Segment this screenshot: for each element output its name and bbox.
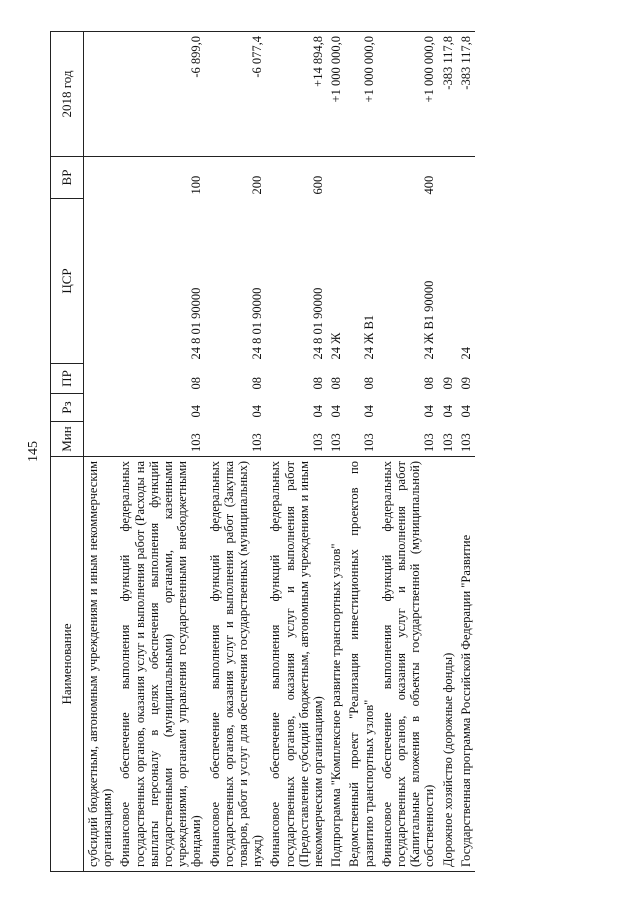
row-rz: 04 [189, 405, 204, 418]
row-min: 103 [329, 433, 344, 452]
table-row [439, 32, 457, 872]
row-csr [439, 199, 457, 364]
row-pr: 08 [422, 377, 437, 390]
row-rz: 04 [329, 405, 344, 418]
row-vr: 400 [422, 175, 437, 195]
row-pr: 09 [458, 377, 473, 390]
row-rz: 04 [422, 405, 437, 418]
row-name: Государственная программа Российской Федерации "Развитие [457, 457, 475, 872]
row-name: Финансовое обеспечение выполнения функций федеральных государственных органов, оказания услуг и выполнения работ (Закупка товаров, работ и услуг для обеспечения государственных (муниципальных) нужд) [206, 457, 267, 872]
table-row [84, 32, 117, 872]
row-value [84, 32, 117, 157]
header-csr: ЦСР [51, 199, 84, 364]
row-name: субсидий бюджетным, автономным учреждениям и иным некоммерческим организациям) [84, 457, 117, 872]
row-vr: 100 [189, 175, 204, 195]
row-min: 103 [458, 433, 473, 452]
row-value: -383 117,8 [457, 32, 475, 157]
row-name: Ведомственный проект "Реализация инвестиционных проектов по развитию транспортных узлов" [345, 457, 377, 872]
row-vr: 600 [311, 175, 326, 195]
row-pr: 09 [440, 377, 455, 390]
row-vr: 200 [250, 175, 265, 195]
row-pr: 08 [189, 377, 204, 390]
row-value: +1 000 000,0 [345, 32, 377, 157]
rotated-table-sheet [50, 32, 590, 872]
row-min: 103 [189, 433, 204, 452]
row-min: 103 [361, 433, 376, 452]
row-value: -383 117,8 [439, 32, 457, 157]
header-rz: Рз [51, 394, 84, 422]
row-vr [439, 157, 457, 199]
row-name: Дорожное хозяйство (дорожные фонды) [439, 457, 457, 872]
row-pr [84, 364, 117, 394]
header-min: Мин [51, 422, 84, 457]
row-min: 103 [311, 433, 326, 452]
table-row [345, 32, 377, 872]
row-rz: 04 [311, 405, 326, 418]
table-row [327, 32, 345, 872]
header-vr: ВР [51, 157, 84, 199]
row-min [84, 422, 117, 457]
row-csr: 24 Ж [329, 332, 344, 360]
row-pr: 08 [361, 377, 376, 390]
row-value: +14 894,8 [266, 32, 327, 157]
header-year: 2018 год [51, 32, 84, 157]
row-vr [327, 157, 345, 199]
row-min: 103 [422, 433, 437, 452]
row-rz: 04 [458, 405, 473, 418]
row-pr: 08 [329, 377, 344, 390]
row-rz: 04 [361, 405, 376, 418]
row-rz [84, 394, 117, 422]
table-row [206, 32, 267, 872]
row-csr: 24 8 01 90000 [250, 287, 265, 360]
budget-table [50, 31, 475, 872]
row-value: +1 000 000,0 [378, 32, 439, 157]
header-name: Наименование [51, 457, 84, 872]
table-row [457, 32, 475, 872]
row-min: 103 [250, 433, 265, 452]
row-pr: 08 [311, 377, 326, 390]
row-value: -6 899,0 [116, 32, 205, 157]
row-name: Финансовое обеспечение выполнения функций федеральных государственных органов, оказания услуг и выполнения работ (Расходы на выплаты персоналу в целях обеспечения выполнения функций государственными (муниципальными) органами, казенными учреждениями, органами управления государственными внебюджетными фондами) [116, 457, 205, 872]
table-header-row [51, 32, 84, 872]
row-min: 103 [440, 433, 455, 452]
row-rz: 04 [250, 405, 265, 418]
row-csr: 24 Ж В1 [361, 314, 376, 360]
row-value: -6 077,4 [206, 32, 267, 157]
table-row [266, 32, 327, 872]
row-vr [345, 157, 377, 199]
page-number: 145 [26, 441, 41, 462]
row-vr [457, 157, 475, 199]
row-csr [84, 199, 117, 364]
header-pr: ПР [51, 364, 84, 394]
row-pr: 08 [250, 377, 265, 390]
row-name: Подпрограмма "Комплексное развитие транспортных узлов" [327, 457, 345, 872]
row-csr: 24 8 01 90000 [189, 287, 204, 360]
table-row [116, 32, 205, 872]
row-name: Финансовое обеспечение выполнения функций федеральных государственных органов, оказания услуг и выполнения работ (Капитальные вложения в объекты государственной (муниципальной) собственности) [378, 457, 439, 872]
row-vr [84, 157, 117, 199]
row-value: +1 000 000,0 [327, 32, 345, 157]
row-csr: 24 [458, 347, 473, 360]
row-csr: 24 8 01 90000 [311, 287, 326, 360]
table-row [378, 32, 439, 872]
row-rz: 04 [440, 405, 455, 418]
row-name: Финансовое обеспечение выполнения функций федеральных государственных органов, оказания услуг и выполнения работ (Предоставление субсидий бюджетным, автономным учреждениям и иным некоммерческим организациям) [266, 457, 327, 872]
row-csr: 24 Ж В1 90000 [422, 280, 437, 360]
